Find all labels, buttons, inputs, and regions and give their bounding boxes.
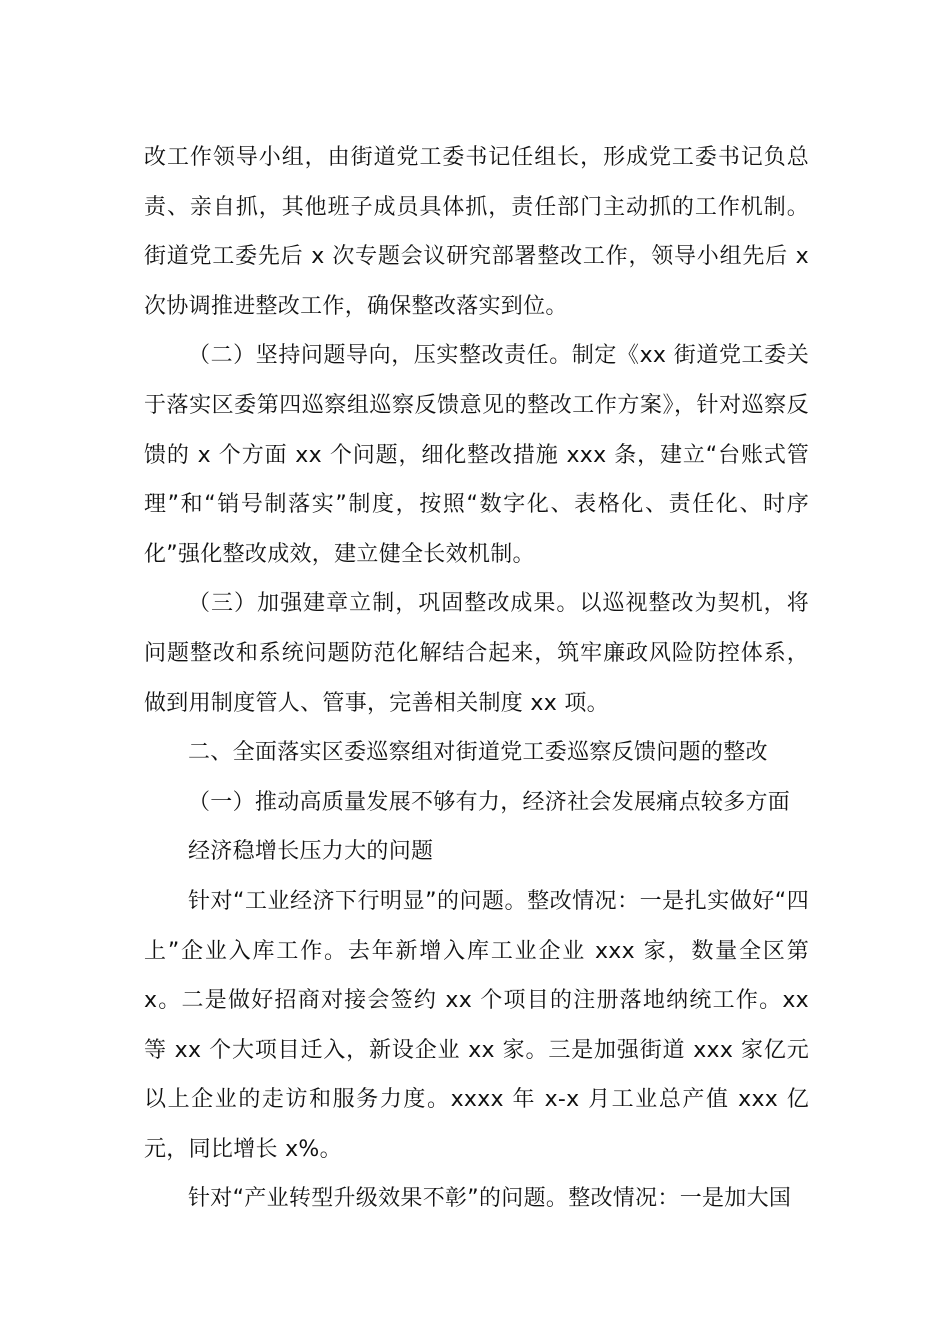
paragraph-industrial-economy: 针对“工业经济下行明显”的问题。整改情况：一是扎实做好“四上”企业入库工作。去年新增入库工业企业 xxx 家，数量全区第 x。二是做好招商对接会签约 xx 个项目的注册落地纳统工作。xx 等 xx 个大项目迁入，新设企业 xx 家。三是加强街道 xxx 家亿元以上企业的走访和服务力度。xxxx 年 x-x 月工业总产值 xxx 亿元，同比增长 x%。 bbox=[144, 888, 809, 1162]
document-body bbox=[144, 133, 809, 1224]
section-heading-rectification: 二、全面落实区委巡察组对街道党工委巡察反馈问题的整改 bbox=[188, 740, 768, 766]
paragraph-leading-group: 改工作领导小组，由街道党工委书记任组长，形成党工委书记负总责、亲自抓，其他班子成员具体抓，责任部门主动抓的工作机制。街道党工委先后 x 次专题会议研究部署整改工作，领导小组先后 x 次协调推进整改工作，确保整改落实到位。 bbox=[144, 145, 809, 319]
paragraph-problem-orientation: （二）坚持问题导向，压实整改责任。制定《xx 街道党工委关于落实区委第四巡察组巡察反馈意见的整改工作方案》，针对巡察反馈的 x 个方面 xx 个问题，细化整改措施 xxx 条，建立“台账式管理”和“销号制落实”制度，按照“数字化、表格化、责任化、时序化”强化整改成效，建立健全长效机制。 bbox=[144, 343, 809, 567]
subsection-heading-development: （一）推动高质量发展不够有力，经济社会发展痛点较多方面 bbox=[188, 789, 791, 815]
topic-heading-economy: 经济稳增长压力大的问题 bbox=[188, 839, 434, 865]
paragraph-institution-building: （三）加强建章立制，巩固整改成果。以巡视整改为契机，将问题整改和系统问题防范化解结合起来，筑牢廉政风险防控体系，做到用制度管人、管事，完善相关制度 xx 项。 bbox=[144, 591, 809, 716]
paragraph-industrial-upgrade: 针对“产业转型升级效果不彰”的问题。整改情况：一是加大国 bbox=[188, 1186, 792, 1212]
